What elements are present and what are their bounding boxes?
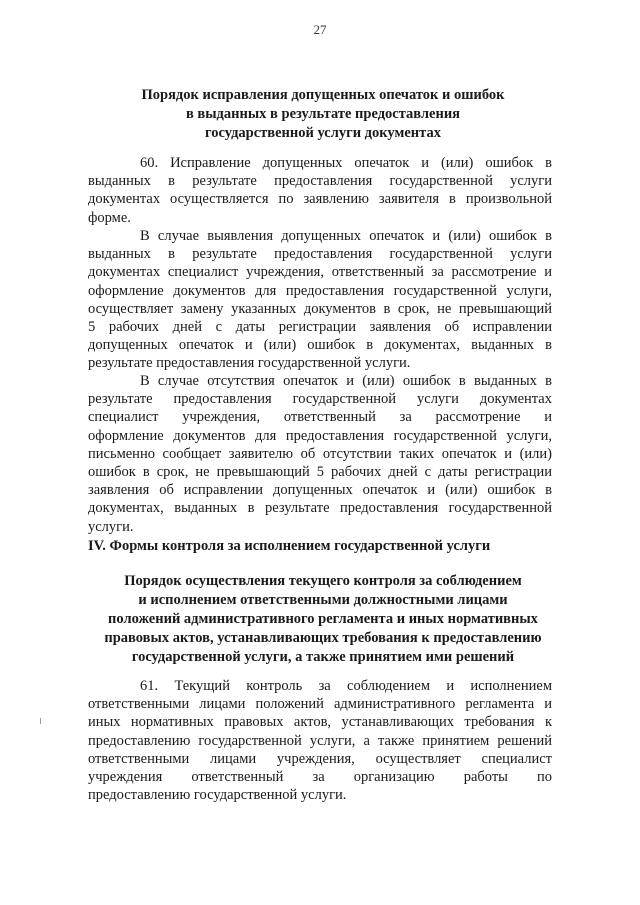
page-number: 27: [313, 22, 327, 37]
text-line: ответственными лицами положений административного регламента и: [88, 696, 552, 713]
paragraph-60: [88, 154, 552, 227]
text-line: иных нормативных правовых актов, устанавливающих требования к: [88, 714, 552, 731]
text-line: документах, выданных в результате предоставления государственной: [88, 500, 552, 517]
text-line: заявления об исправлении допущенных опечаток и (или) ошибок в: [88, 482, 552, 499]
heading-line: Порядок исправления допущенных опечаток и ошибок: [141, 87, 505, 103]
text-line: специалист учреждения, ответственный за рассмотрение и: [88, 409, 552, 426]
text-line: ошибок в срок, не превышающий 5 рабочих дней с даты регистрации: [88, 463, 552, 480]
text-line: документах осуществляется по заявлению заявителя в произвольной: [88, 191, 552, 208]
text-line: В случае выявления допущенных опечаток и (или) ошибок в: [140, 228, 552, 244]
section-heading-corrections: [88, 86, 558, 143]
text-line: результате предоставления государственной услуги.: [88, 355, 411, 372]
text-line: допущенных опечаток и (или) ошибок в документах, выданных в: [88, 337, 552, 354]
section-title: IV. Формы контроля за исполнением государственной услуги: [88, 538, 491, 554]
text-line: ответственными лицами учреждения, осуществляет специалист: [88, 750, 552, 767]
heading-line: положений административного регламента и иных нормативных: [108, 611, 538, 627]
text-line: 5 рабочих дней с даты регистрации заявления об исправлении: [88, 318, 552, 335]
text-line: 60. Исправление допущенных опечаток и (или) ошибок в: [140, 155, 552, 171]
text-line: осуществляет замену указанных документов в срок, не превышающий: [88, 300, 552, 317]
paragraph-61: [88, 677, 552, 804]
text-line: документах специалист учреждения, ответственный за рассмотрение и: [88, 264, 552, 281]
text-line: предоставлению государственной услуги.: [88, 787, 347, 804]
text-line: результате предоставления государственной услуги документах: [88, 391, 552, 408]
heading-line: государственной услуги документах: [205, 125, 441, 141]
heading-line: Порядок осуществления текущего контроля за соблюдением: [124, 573, 522, 589]
paragraph-no-errors: [88, 372, 552, 536]
heading-line: и исполнением ответственными должностными лицами: [138, 592, 508, 608]
text-line: письменно сообщает заявителю об отсутствии таких опечаток и (или): [88, 445, 552, 462]
heading-line: в выданных в результате предоставления: [185, 106, 461, 122]
text-line: оформление документов для предоставления государственной услуги,: [88, 427, 552, 444]
margin-mark: [40, 718, 41, 724]
text-line: 61. Текущий контроль за соблюдением и исполнением: [140, 678, 552, 694]
text-line: В случае отсутствия опечаток и (или) ошибок в выданных в: [140, 373, 552, 389]
heading-line: правовых актов, устанавливающих требования к предоставлению: [104, 630, 542, 646]
text-line: предоставлению государственной услуги, а также принятием решений: [88, 732, 552, 749]
text-line: учреждения ответственный за организацию работы по: [88, 768, 552, 785]
paragraph-errors-found: [88, 227, 552, 373]
section-title-iv: [88, 537, 558, 556]
text-line: выданных в результате предоставления государственной услуги: [88, 173, 552, 190]
text-line: оформление документов для предоставления государственной услуги,: [88, 282, 552, 299]
text-line: услуги.: [88, 518, 134, 535]
section-heading-control: [88, 572, 558, 667]
heading-line: государственной услуги, а также принятием ими решений: [131, 649, 515, 665]
text-line: форме.: [88, 209, 131, 226]
text-line: выданных в результате предоставления государственной услуги: [88, 246, 552, 263]
